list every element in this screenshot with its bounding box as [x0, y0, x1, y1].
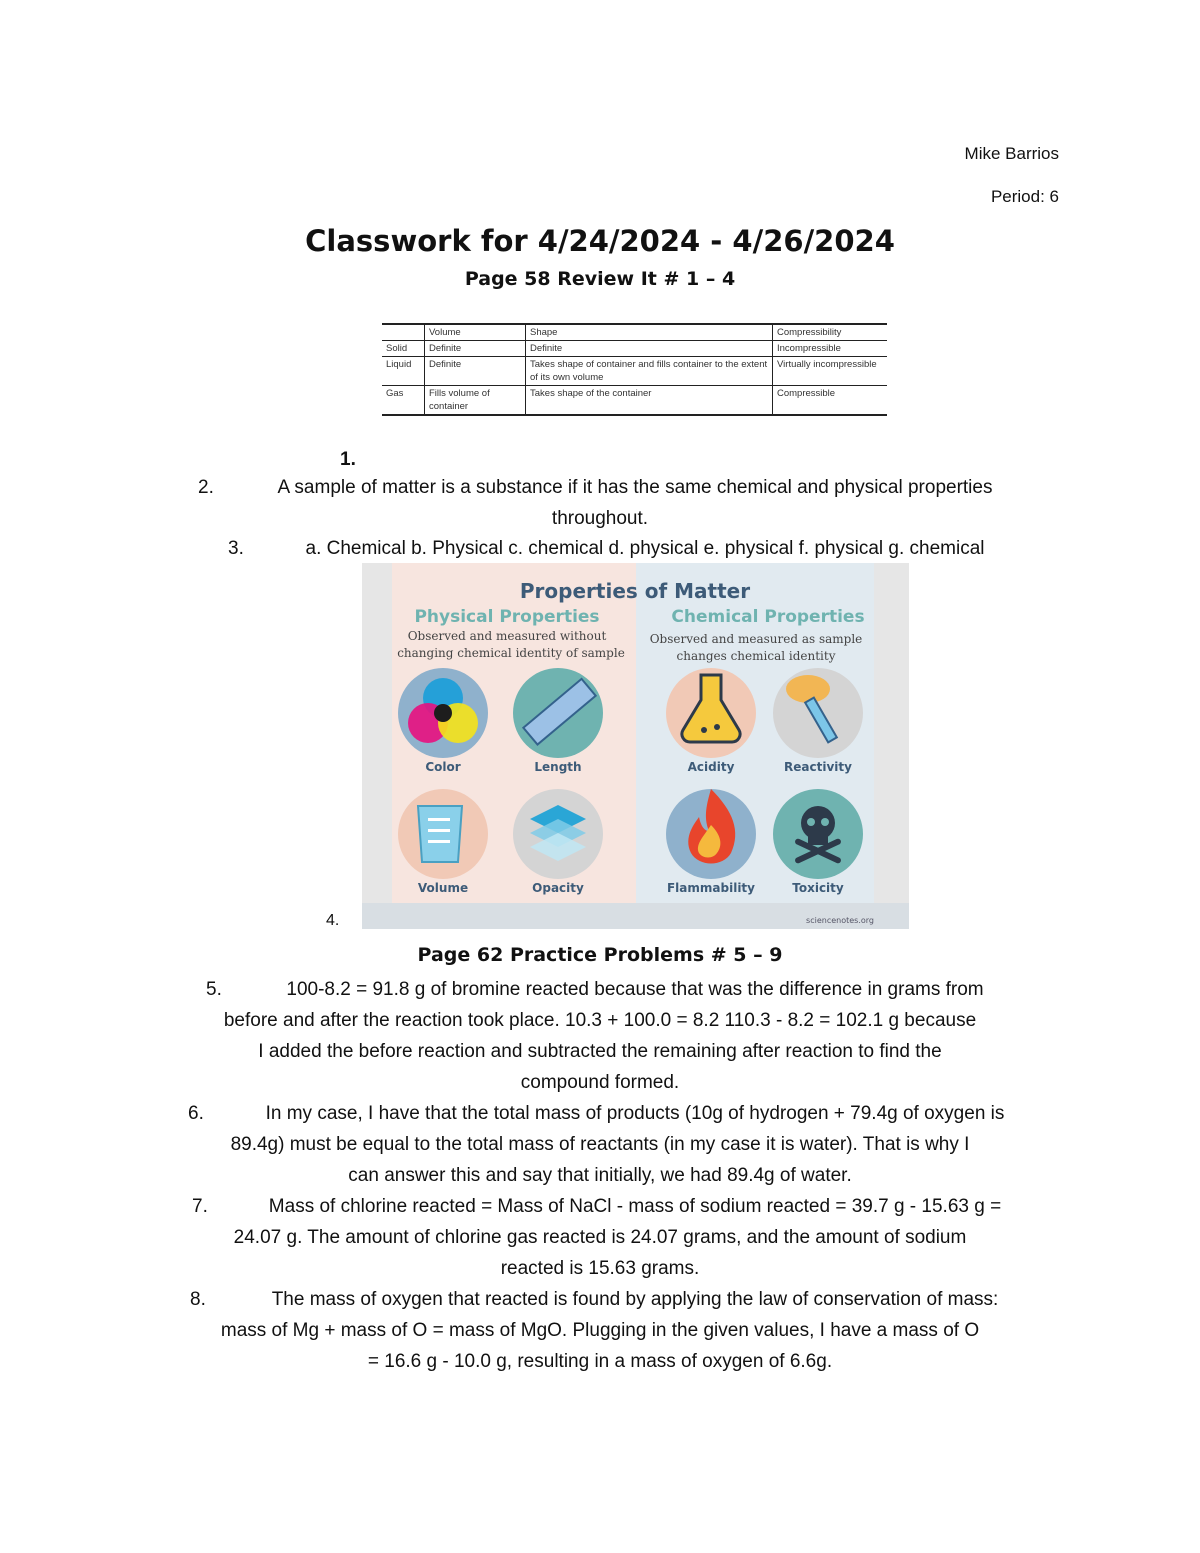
item-number-2: 2.	[198, 477, 214, 498]
table-cell: Fills volume of container	[425, 386, 526, 416]
table-cell: Solid	[386, 343, 408, 354]
table-cell: Compressible	[773, 386, 888, 416]
answer-3: a. Chemical b. Physical c. chemical d. physical e. physical f. physical g. chemical	[305, 538, 985, 559]
chemical-properties-heading: Chemical Properties	[671, 607, 865, 627]
label-flammability: Flammability	[666, 881, 756, 895]
flammability-icon	[666, 789, 756, 879]
answer-6-line-3: can answer this and say that initially, we had 89.4g of water.	[348, 1165, 852, 1186]
table-row	[382, 341, 887, 357]
table-cell: Gas	[386, 388, 404, 399]
table-header-row	[382, 324, 887, 341]
opacity-icon	[513, 789, 603, 879]
item-number-3: 3.	[228, 538, 244, 559]
table-cell: Definite	[526, 341, 773, 357]
table-header-cell	[382, 324, 425, 341]
acidity-icon	[666, 668, 756, 758]
length-icon	[513, 668, 603, 758]
class-period: Period: 6	[990, 187, 1059, 206]
answer-8-line-2: mass of Mg + mass of O = mass of MgO. Plugging in the given values, I have a mass of O	[220, 1320, 980, 1341]
label-volume: Volume	[417, 881, 469, 895]
color-icon	[398, 668, 488, 758]
answer-5-line-1: 100-8.2 = 91.8 g of bromine reacted because that was the difference in grams from	[286, 979, 984, 1000]
table-cell: Takes shape of the container	[526, 386, 773, 416]
item-number-6: 6.	[188, 1103, 204, 1124]
page-title: Classwork for 4/24/2024 - 4/26/2024	[305, 224, 895, 258]
table-header-cell: Volume	[425, 324, 526, 341]
answer-8-line-1: The mass of oxygen that reacted is found by applying the law of conservation of mass:	[271, 1289, 999, 1310]
chemical-description-line-2: changes chemical identity	[676, 649, 836, 663]
table-cell: Definite	[425, 357, 526, 386]
answer-8-line-3: = 16.6 g - 10.0 g, resulting in a mass of oxygen of 6.6g.	[367, 1351, 833, 1372]
physical-description-line-1: Observed and measured without	[407, 629, 607, 643]
table-header-cell: Shape	[526, 324, 773, 341]
table-row	[382, 357, 887, 386]
item-number-5: 5.	[206, 979, 222, 1000]
label-color: Color	[425, 760, 461, 774]
answer-5-line-2: before and after the reaction took place. 10.3 + 100.0 = 8.2 110.3 - 8.2 = 102.1 g because	[223, 1010, 977, 1031]
answer-6-line-2: 89.4g) must be equal to the total mass of reactants (in my case it is water). That is why I	[230, 1134, 970, 1155]
section-heading-practice: Page 62 Practice Problems # 5 – 9	[417, 944, 783, 966]
table-header-cell: Compressibility	[773, 324, 888, 341]
answer-2-line-2: throughout.	[551, 508, 649, 529]
toxicity-icon	[773, 789, 863, 879]
answer-5-line-4: compound formed.	[520, 1072, 680, 1093]
table-cell: Takes shape of container and fills container to the extent of its own volume	[526, 357, 773, 386]
table-row	[382, 386, 887, 416]
answer-5-line-3: I added the before reaction and subtracted the remaining after reaction to find the	[258, 1041, 942, 1062]
label-acidity: Acidity	[687, 760, 735, 774]
volume-icon	[398, 789, 488, 879]
label-opacity: Opacity	[532, 881, 584, 895]
states-of-matter-table	[382, 323, 887, 416]
answer-6-line-1: In my case, I have that the total mass of products (10g of hydrogen + 79.4g of oxygen is	[265, 1103, 1005, 1124]
answer-7-line-1: Mass of chlorine reacted = Mass of NaCl - mass of sodium reacted = 39.7 g - 15.63 g =	[268, 1196, 1002, 1217]
table-cell: Definite	[425, 341, 526, 357]
item-number-4: 4.	[326, 912, 340, 929]
properties-of-matter-infographic	[362, 563, 909, 929]
item-number-7: 7.	[192, 1196, 208, 1217]
source-credit: sciencenotes.org	[806, 916, 874, 925]
label-reactivity: Reactivity	[784, 760, 852, 774]
section-heading-review: Page 58 Review It # 1 – 4	[464, 268, 736, 290]
answer-7-line-2: 24.07 g. The amount of chlorine gas reacted is 24.07 grams, and the amount of sodium	[233, 1227, 967, 1248]
reactivity-icon	[773, 668, 863, 758]
chemical-description-line-1: Observed and measured as sample	[649, 632, 863, 646]
student-name: Mike Barrios	[964, 144, 1059, 163]
table-cell: Liquid	[386, 359, 412, 370]
infographic-title: Properties of Matter	[519, 579, 751, 603]
table-cell: Virtually incompressible	[773, 357, 888, 386]
answer-7-line-3: reacted is 15.63 grams.	[500, 1258, 700, 1279]
table-cell: Incompressible	[773, 341, 888, 357]
physical-description-line-2: changing chemical identity of sample	[397, 646, 625, 660]
label-length: Length	[534, 760, 582, 774]
item-number-1: 1.	[340, 449, 356, 470]
answer-2-line-1: A sample of matter is a substance if it has the same chemical and physical properties	[277, 477, 993, 498]
physical-properties-heading: Physical Properties	[414, 607, 600, 627]
item-number-8: 8.	[190, 1289, 206, 1310]
label-toxicity: Toxicity	[792, 881, 844, 895]
